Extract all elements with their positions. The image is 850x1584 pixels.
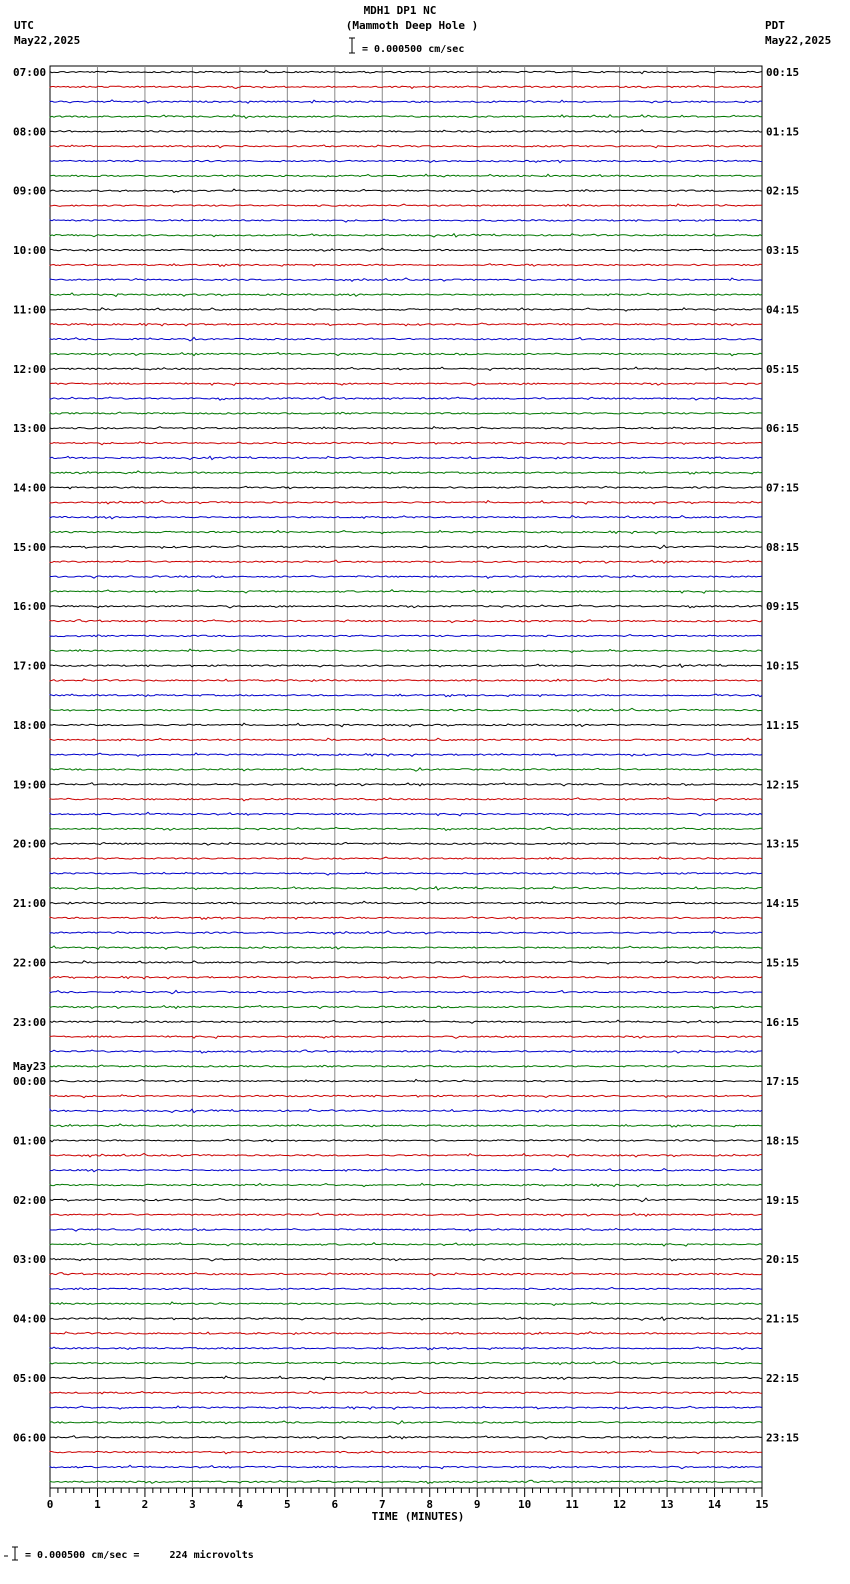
trace-line: [50, 768, 762, 771]
utc-hour-label: 06:00: [13, 1431, 47, 1445]
pdt-hour-label: 05:15: [766, 362, 800, 376]
trace-line: [50, 204, 762, 207]
footer-scale-note: = 0.000500 cm/sec = 224 microvolts: [25, 1550, 254, 1561]
trace-line: [50, 990, 762, 993]
pdt-hour-label: 02:15: [766, 184, 800, 198]
trace-line: [50, 976, 762, 979]
trace-line: [50, 1079, 762, 1081]
x-axis-title: TIME (MINUTES): [371, 1510, 465, 1523]
utc-hour-label: 12:00: [13, 362, 47, 376]
x-tick-label: 1: [94, 1498, 101, 1511]
trace-line: [50, 1480, 762, 1483]
pdt-hour-label: 16:15: [766, 1015, 800, 1029]
trace-line: [50, 1450, 762, 1453]
pdt-hour-label: 17:15: [766, 1075, 800, 1089]
scale-bar-icon: [349, 38, 355, 53]
x-tick-label: 8: [426, 1498, 434, 1511]
pdt-hour-label: 22:15: [766, 1371, 800, 1385]
pdt-label: PDT: [765, 19, 785, 32]
trace-line: [50, 545, 762, 548]
trace-line: [50, 145, 762, 148]
trace-line: [50, 367, 762, 370]
x-tick-label: 2: [141, 1498, 149, 1511]
trace-line: [50, 1273, 762, 1276]
trace-line: [50, 337, 762, 341]
trace-line: [50, 649, 762, 652]
pdt-hour-label: 19:15: [766, 1193, 800, 1207]
pdt-hour-label: 06:15: [766, 422, 800, 436]
trace-line: [50, 1258, 762, 1261]
trace-line: [50, 293, 762, 297]
trace-line: [50, 1183, 762, 1186]
pdt-hour-label: 23:15: [766, 1431, 800, 1445]
trace-line: [50, 887, 762, 890]
trace-line: [50, 1050, 762, 1053]
pdt-date: May22,2025: [765, 34, 832, 47]
trace-line: [50, 308, 762, 311]
trace-line: [50, 901, 762, 904]
x-tick-label: 4: [236, 1498, 244, 1511]
trace-line: [50, 160, 762, 162]
pdt-hour-label: 04:15: [766, 303, 800, 317]
trace-line: [50, 961, 762, 964]
pdt-hour-label: 08:15: [766, 540, 800, 554]
trace-line: [50, 456, 762, 459]
x-tick-label: 10: [518, 1498, 532, 1511]
trace-line: [50, 1124, 762, 1127]
trace-line: [50, 1243, 762, 1246]
trace-line: [50, 486, 762, 489]
utc-date: May22,2025: [14, 34, 81, 47]
trace-line: [50, 664, 762, 667]
trace-line: [50, 1095, 762, 1098]
trace-line: [50, 471, 762, 474]
trace-line: [50, 753, 762, 756]
pdt-hour-label: 15:15: [766, 956, 800, 970]
location-subtitle: (Mammoth Deep Hole ): [345, 19, 479, 32]
trace-line: [50, 946, 762, 949]
trace-line: [50, 857, 762, 860]
trace-line: [50, 323, 762, 326]
utc-hour-label: 10:00: [13, 244, 47, 258]
trace-line: [50, 501, 762, 505]
trace-line: [50, 264, 762, 267]
x-tick-label: 15: [755, 1498, 769, 1511]
trace-line: [50, 575, 762, 578]
pdt-hour-label: 13:15: [766, 837, 800, 851]
trace-line: [50, 397, 762, 400]
trace-line: [50, 605, 762, 608]
trace-line: [50, 1020, 762, 1023]
trace-line: [50, 723, 762, 727]
utc-hour-label: 01:00: [13, 1134, 47, 1148]
utc-label: UTC: [14, 19, 34, 32]
x-tick-label: 3: [189, 1498, 196, 1511]
x-axis: [47, 1488, 769, 1523]
trace-line: [50, 86, 762, 89]
trace-line: [50, 798, 762, 801]
trace-line: [50, 130, 762, 133]
pdt-hour-label: 11:15: [766, 718, 800, 732]
scale-bar-icon: [4, 1547, 18, 1560]
utc-hour-label: 15:00: [13, 540, 47, 554]
trace-line: [50, 590, 762, 594]
pdt-hour-label: 12:15: [766, 778, 800, 792]
trace-line: [50, 516, 762, 519]
pdt-hour-label: 07:15: [766, 481, 800, 495]
pdt-hour-label: 21:15: [766, 1312, 800, 1326]
trace-line: [50, 1465, 762, 1468]
trace-line: [50, 70, 762, 73]
x-tick-label: 6: [331, 1498, 339, 1511]
trace-line: [50, 872, 762, 875]
utc-date-change-label: May23: [13, 1060, 47, 1074]
trace-line: [50, 412, 762, 414]
trace-line: [50, 530, 762, 533]
trace-line: [50, 783, 762, 786]
pdt-hour-label: 03:15: [766, 244, 800, 258]
pdt-hour-label: 14:15: [766, 897, 800, 911]
trace-group: [50, 70, 762, 1483]
utc-hour-label: 03:00: [13, 1253, 47, 1267]
pdt-hour-label: 01:15: [766, 125, 800, 139]
trace-line: [50, 174, 762, 177]
utc-hour-label: 16:00: [13, 600, 47, 614]
trace-line: [50, 1317, 762, 1320]
trace-line: [50, 1065, 762, 1067]
x-tick-label: 5: [284, 1498, 291, 1511]
pdt-hour-label: 09:15: [766, 600, 800, 614]
trace-line: [50, 708, 762, 711]
trace-line: [50, 1109, 762, 1112]
trace-line: [50, 219, 762, 222]
trace-line: [50, 278, 762, 281]
trace-line: [50, 694, 762, 697]
pdt-hour-label: 10:15: [766, 659, 800, 673]
trace-line: [50, 1213, 762, 1216]
trace-line: [50, 560, 762, 563]
trace-line: [50, 1376, 762, 1380]
utc-hour-label: 11:00: [13, 303, 47, 317]
trace-line: [50, 1169, 762, 1172]
utc-hour-label: 13:00: [13, 422, 47, 436]
trace-line: [50, 738, 762, 741]
pdt-hour-label: 00:15: [766, 66, 800, 79]
x-tick-label: 13: [660, 1498, 674, 1511]
station-title: MDH1 DP1 NC: [363, 4, 437, 17]
utc-hour-label: 17:00: [13, 659, 47, 673]
utc-hour-label: 20:00: [13, 837, 47, 851]
trace-line: [50, 1006, 762, 1009]
trace-line: [50, 1302, 762, 1306]
trace-line: [50, 189, 762, 192]
x-tick-label: 9: [473, 1498, 481, 1511]
x-tick-label: 7: [378, 1498, 386, 1511]
trace-line: [50, 115, 762, 119]
trace-line: [50, 353, 762, 356]
scale-label: = 0.000500 cm/sec: [362, 44, 465, 55]
trace-line: [50, 1154, 762, 1158]
trace-line: [50, 234, 762, 237]
utc-hour-label: 18:00: [13, 718, 47, 732]
trace-line: [50, 1436, 762, 1439]
trace-line: [50, 812, 762, 816]
trace-line: [50, 1332, 762, 1335]
trace-line: [50, 1361, 762, 1364]
trace-line: [50, 442, 762, 445]
trace-line: [50, 1198, 762, 1202]
utc-hour-label: 23:00: [13, 1015, 47, 1029]
trace-line: [50, 931, 762, 934]
trace-line: [50, 248, 762, 251]
utc-hour-label: 05:00: [13, 1371, 47, 1385]
utc-hour-label: 04:00: [13, 1312, 47, 1326]
trace-line: [50, 1421, 762, 1425]
trace-line: [50, 679, 762, 682]
trace-line: [50, 383, 762, 386]
x-tick-label: 11: [565, 1498, 579, 1511]
utc-hour-label: 08:00: [13, 125, 47, 139]
x-tick-label: 12: [612, 1498, 627, 1511]
utc-hour-label: 09:00: [13, 184, 47, 198]
pdt-hour-label: 20:15: [766, 1253, 800, 1267]
trace-line: [50, 1406, 762, 1409]
utc-hour-label: 19:00: [13, 778, 47, 792]
trace-line: [50, 427, 762, 429]
trace-line: [50, 620, 762, 623]
x-tick-label: 14: [707, 1498, 722, 1511]
trace-line: [50, 1139, 762, 1142]
trace-line: [50, 1391, 762, 1394]
utc-hour-label: 02:00: [13, 1193, 47, 1207]
trace-line: [50, 100, 762, 103]
utc-hour-label: 14:00: [13, 481, 47, 495]
utc-hour-label: 00:00: [13, 1075, 47, 1089]
trace-line: [50, 842, 762, 845]
trace-line: [50, 1287, 762, 1289]
trace-line: [50, 827, 762, 830]
utc-hour-label: 07:00: [13, 66, 47, 79]
trace-line: [50, 917, 762, 920]
x-tick-label: 0: [46, 1498, 54, 1511]
pdt-hour-label: 18:15: [766, 1134, 800, 1148]
utc-hour-label: 22:00: [13, 956, 47, 970]
trace-line: [50, 1347, 762, 1350]
utc-hour-label: 21:00: [13, 897, 47, 911]
trace-line: [50, 1036, 762, 1039]
trace-line: [50, 635, 762, 637]
trace-line: [50, 1228, 762, 1231]
